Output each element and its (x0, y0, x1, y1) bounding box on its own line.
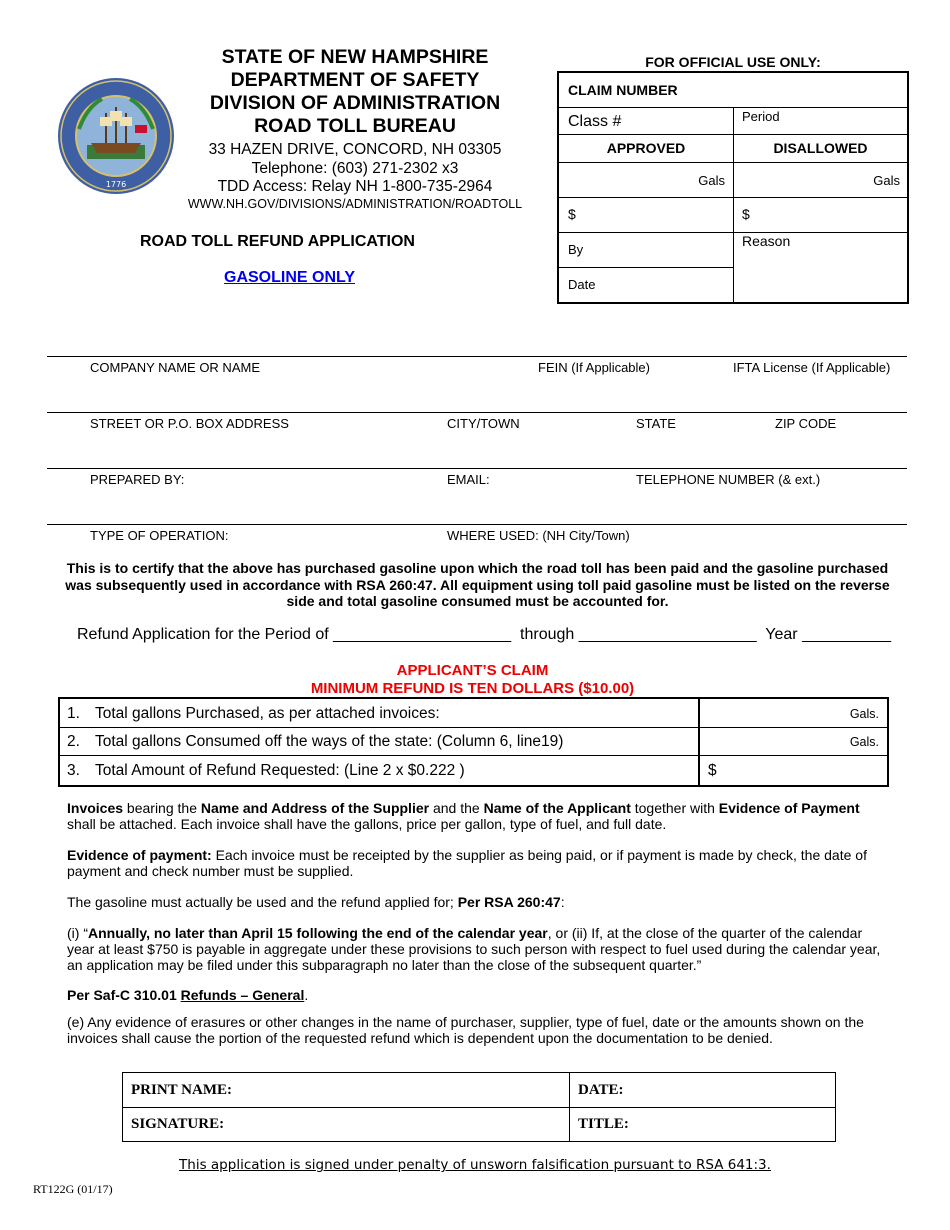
by-label: By (568, 242, 584, 257)
street-address-label: STREET OR P.O. BOX ADDRESS (90, 416, 289, 431)
claim-row-unit: Gals. (849, 707, 879, 721)
agency-header (180, 46, 530, 211)
text-span: The gasoline must actually be used and the refund applied for; (67, 894, 458, 910)
seal-year: 1776 (105, 180, 127, 189)
prepared-by-label: PREPARED BY: (90, 472, 185, 487)
date-label: Date (568, 277, 596, 292)
disallowed-gals-label: Gals (873, 173, 900, 188)
text-span: bearing the (123, 800, 201, 816)
text-span: , or (ii) If, at the close of the quarter of the calendar year at least $750 is payable in aggregate under these provisions to such person with respect to fuel used during the calendar year, an application may be filed under this subparagraph no later than the close of the subsequent quarter.” (67, 925, 881, 973)
certification-statement: This is to certify that the above has purchased gasoline upon which the road toll has been paid and the gasoline purchased was subsequently used in accordance with RSA 260:47. All equipment using toll paid gasoline must be listed on the reverse side and total gasoline consumed must be accounted for. (65, 560, 890, 609)
saf-c-bold: Per Saf-C 310.01 (67, 987, 181, 1003)
agency-address: 33 HAZEN DRIVE, CONCORD, NH 03305 (208, 141, 502, 158)
claim-table (58, 697, 889, 787)
claim-number-label: CLAIM NUMBER (568, 82, 678, 98)
evidence-bold: Evidence of Payment (718, 800, 860, 816)
where-used-label: WHERE USED: (NH City/Town) (447, 528, 630, 543)
agency-tdd: TDD Access: Relay NH 1-800-735-2964 (217, 178, 493, 195)
email-label: EMAIL: (447, 472, 490, 487)
text-span: shall be attached. Each invoice shall have the gallons, price per gallon, type of fuel, and full date. (67, 816, 667, 832)
invoices-paragraph (67, 800, 892, 832)
type-of-operation-label: TYPE OF OPERATION: (90, 528, 229, 543)
text-span: together with (630, 800, 719, 816)
refund-period-line: Refund Application for the Period of ____________________ through ____________________ Year __________ (77, 626, 892, 643)
official-use-box (557, 71, 909, 304)
claim-row-number: 3. (67, 762, 80, 779)
period-label: Period (742, 109, 780, 124)
claim-row-label: Total Amount of Refund Requested: (Line 2 x $0.222 ) (95, 762, 465, 779)
text-span: : (560, 894, 565, 910)
sig-date-label: DATE: (578, 1082, 624, 1098)
bureau-name: ROAD TOLL BUREAU (254, 115, 456, 137)
penalty-statement (0, 1157, 950, 1173)
evidence-of-payment-bold: Evidence of payment: (67, 847, 212, 863)
city-town-label: CITY/TOWN (447, 416, 520, 431)
claim-row-unit: Gals. (849, 735, 879, 749)
text-span: (i) “ (67, 925, 88, 941)
division-name: DIVISION OF ADMINISTRATION (209, 92, 501, 114)
state-seal-logo (57, 77, 175, 195)
text-span: . (304, 987, 309, 1003)
applicant-bold: Name of the Applicant (483, 800, 631, 816)
disallowed-label: DISALLOWED (773, 140, 868, 156)
applicants-claim-heading: APPLICANT’S CLAIM (396, 662, 549, 679)
signature-label: SIGNATURE: (131, 1116, 225, 1132)
claim-row-label: Total gallons Consumed off the ways of the state: (Column 6, line19) (95, 733, 564, 750)
annually-paragraph (67, 925, 892, 973)
approved-dollar-label: $ (568, 206, 576, 222)
evidence-of-payment-paragraph (67, 847, 892, 879)
supplier-bold: Name and Address of the Supplier (200, 800, 430, 816)
claim-row-label: Total gallons Purchased, as per attached invoices: (95, 705, 440, 722)
text-span: Each invoice must be receipted by the supplier as being paid, or if payment is made by check, the date of payment and check number must be supplied. (67, 847, 867, 879)
print-name-label: PRINT NAME: (131, 1082, 232, 1098)
official-use-title: FOR OFFICIAL USE ONLY: (645, 54, 821, 70)
erasures-paragraph: (e) Any evidence of erasures or other changes in the name of purchaser, supplier, type of fuel, date or the amounts shown on the invoices shall cause the portion of the requested refund which is dependent upon the documentation to be denied. (67, 1014, 864, 1046)
minimum-refund-heading: MINIMUM REFUND IS TEN DOLLARS ($10.00) (310, 680, 635, 697)
rsa-bold: Per RSA 260:47 (457, 894, 561, 910)
form-id: RT122G (01/17) (33, 1182, 113, 1196)
claim-row-number: 1. (67, 705, 80, 722)
disallowed-dollar-label: $ (742, 206, 750, 222)
refunds-general-underline: Refunds – General (180, 987, 305, 1003)
agency-telephone: Telephone: (603) 271-2302 x3 (251, 159, 459, 177)
title-label: TITLE: (578, 1116, 629, 1132)
text-span: and the (429, 800, 484, 816)
ifta-license-label: IFTA License (If Applicable) (733, 360, 891, 375)
form-title: ROAD TOLL REFUND APPLICATION (140, 233, 415, 250)
fein-label: FEIN (If Applicable) (538, 360, 650, 375)
telephone-label: TELEPHONE NUMBER (& ext.) (636, 472, 821, 487)
rsa-paragraph (67, 894, 892, 910)
approved-gals-label: Gals (698, 173, 725, 188)
zip-code-label: ZIP CODE (775, 416, 837, 431)
reason-label: Reason (742, 233, 791, 249)
approved-label: APPROVED (606, 140, 686, 156)
agency-website: WWW.NH.GOV/DIVISIONS/ADMINISTRATION/ROADTOLL (187, 196, 523, 211)
claim-row-number: 2. (67, 733, 80, 750)
annually-bold: Annually, no later than April 15 following the end of the calendar year (88, 925, 548, 941)
gasoline-only-link[interactable]: GASOLINE ONLY (224, 269, 355, 286)
class-label: Class # (568, 113, 622, 130)
signature-table (122, 1072, 836, 1142)
company-name-label: COMPANY NAME OR NAME (90, 360, 260, 375)
state-label: STATE (636, 416, 676, 431)
claim-row-unit: $ (708, 762, 717, 779)
invoices-bold: Invoices (67, 800, 124, 816)
state-name: STATE OF NEW HAMPSHIRE (221, 46, 489, 68)
department-name: DEPARTMENT OF SAFETY (230, 69, 480, 91)
penalty-text: This application is signed under penalty of unsworn falsification pursuant to RSA 641:3. (179, 1157, 771, 1173)
saf-c-paragraph (67, 987, 892, 1003)
